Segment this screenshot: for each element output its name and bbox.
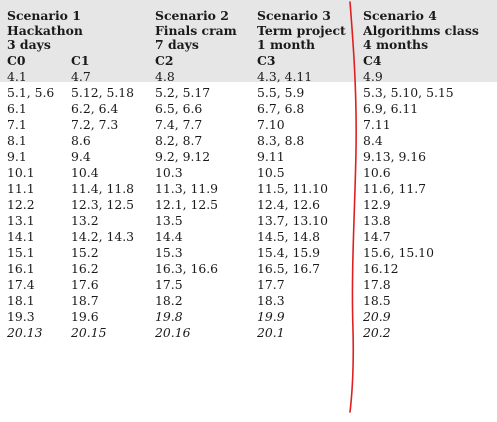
scenario-3-duration: 1 month	[257, 38, 316, 52]
table-cell-c2: 18.2	[155, 293, 183, 308]
table-row	[7, 181, 493, 197]
table-cell-c4: 4.9	[363, 69, 383, 84]
column-label-c4: C4	[363, 52, 382, 68]
table-cell-c2: 20.16	[155, 325, 191, 340]
table-cell-c2: 11.3, 11.9	[155, 181, 219, 196]
table-cell-c3: 20.1	[257, 325, 285, 340]
table-cell-c2: 5.2, 5.17	[155, 85, 211, 100]
table-row	[7, 85, 493, 101]
table-cell-c2: 15.3	[155, 245, 183, 260]
table-cell-c4: 13.8	[363, 213, 391, 228]
table-cell-c2: 14.4	[155, 229, 183, 244]
table-cell-c0: 9.1	[7, 149, 27, 164]
table-cell-c3: 8.3, 8.8	[257, 133, 305, 148]
table-cell-c0: 4.1	[7, 69, 27, 84]
table-cell-c3: 4.3, 4.11	[257, 69, 313, 84]
table-cell-c3: 12.4, 12.6	[257, 197, 321, 212]
table-row	[7, 197, 493, 213]
table-row	[7, 101, 493, 117]
table-cell-c0: 13.1	[7, 213, 35, 228]
table-cell-c2: 10.3	[155, 165, 183, 180]
table-cell-c4: 7.11	[363, 117, 391, 132]
table-cell-c4: 6.9, 6.11	[363, 101, 419, 116]
table-row	[7, 245, 493, 261]
column-label-c3: C3	[257, 52, 276, 68]
table-cell-c3: 9.11	[257, 149, 285, 164]
table-cell-c2: 8.2, 8.7	[155, 133, 203, 148]
table-cell-c2: 19.8	[155, 309, 183, 324]
table-cell-c4: 20.9	[363, 309, 391, 324]
header-row-title	[7, 9, 493, 24]
table-cell-c1: 16.2	[71, 261, 99, 276]
table-cell-c0: 11.1	[7, 181, 35, 196]
table-row	[7, 213, 493, 229]
table-cell-c4: 5.3, 5.10, 5.15	[363, 85, 454, 100]
table-cell-c1: 7.2, 7.3	[71, 117, 119, 132]
column-label-c2: C2	[155, 52, 174, 68]
table-cell-c4: 10.6	[363, 165, 391, 180]
table-cell-c0: 16.1	[7, 261, 35, 276]
table-cell-c0: 10.1	[7, 165, 35, 180]
table-row	[7, 325, 493, 341]
table-cell-c1: 12.3, 12.5	[71, 197, 135, 212]
table-cell-c1: 15.2	[71, 245, 99, 260]
table-cell-c3: 18.3	[257, 293, 285, 308]
table-cell-c3: 17.7	[257, 277, 285, 292]
table-cell-c1: 19.6	[71, 309, 99, 324]
table-row	[7, 293, 493, 309]
table-cell-c2: 17.5	[155, 277, 183, 292]
scenario-3-title: Scenario 3	[257, 9, 331, 23]
table-cell-c4: 12.9	[363, 197, 391, 212]
table-cell-c2: 12.1, 12.5	[155, 197, 219, 212]
table-cell-c1: 9.4	[71, 149, 91, 164]
scenario-3-name: Term project	[257, 23, 346, 38]
scenario-2-name: Finals cram	[155, 23, 237, 38]
table-cell-c1: 13.2	[71, 213, 99, 228]
header-row-duration	[7, 38, 493, 53]
scenario-4-name: Algorithms class	[363, 23, 479, 38]
table-cell-c0: 20.13	[7, 325, 43, 340]
table-cell-c3: 6.7, 6.8	[257, 101, 305, 116]
table-cell-c1: 4.7	[71, 69, 91, 84]
scenario-1-title: Scenario 1	[7, 9, 81, 23]
table-cell-c0: 5.1, 5.6	[7, 85, 55, 100]
table-cell-c4: 11.6, 11.7	[363, 181, 427, 196]
table-cell-c3: 14.5, 14.8	[257, 229, 321, 244]
scenario-1-name: Hackathon	[7, 23, 83, 38]
table-cell-c3: 5.5, 5.9	[257, 85, 305, 100]
table-cell-c3: 15.4, 15.9	[257, 245, 321, 260]
header-row-name	[7, 24, 493, 39]
table-cell-c4: 18.5	[363, 293, 391, 308]
table-cell-c4: 16.12	[363, 261, 399, 276]
table-cell-c4: 14.7	[363, 229, 391, 244]
table-cell-c2: 6.5, 6.6	[155, 101, 203, 116]
scenario-4-title: Scenario 4	[363, 9, 437, 23]
table-cell-c1: 8.6	[71, 133, 91, 148]
table-row	[7, 277, 493, 293]
table-cell-c1: 14.2, 14.3	[71, 229, 135, 244]
scenario-1-duration: 3 days	[7, 38, 51, 52]
table-cell-c3: 10.5	[257, 165, 285, 180]
table-cell-c3: 16.5, 16.7	[257, 261, 321, 276]
scenario-2-duration: 7 days	[155, 38, 199, 52]
column-label-row	[7, 53, 493, 70]
column-label-c1: C1	[71, 52, 90, 68]
table-cell-c1: 10.4	[71, 165, 99, 180]
table-cell-c1: 18.7	[71, 293, 99, 308]
table-cell-c1: 6.2, 6.4	[71, 101, 119, 116]
table-cell-c1: 5.12, 5.18	[71, 85, 135, 100]
table-cell-c1: 11.4, 11.8	[71, 181, 135, 196]
table-row	[7, 261, 493, 277]
table-cell-c3: 11.5, 11.10	[257, 181, 328, 196]
scenario-4-duration: 4 months	[363, 38, 429, 52]
table-cell-c1: 20.15	[71, 325, 107, 340]
table-cell-c3: 19.9	[257, 309, 285, 324]
table-cell-c2: 7.4, 7.7	[155, 117, 203, 132]
table-cell-c4: 17.8	[363, 277, 391, 292]
table-cell-c3: 13.7, 13.10	[257, 213, 328, 228]
table-cell-c0: 6.1	[7, 101, 27, 116]
table-cell-c0: 15.1	[7, 245, 35, 260]
scenario-2-title: Scenario 2	[155, 9, 229, 23]
table-row	[7, 165, 493, 181]
table-cell-c2: 4.8	[155, 69, 175, 84]
column-label-c0: C0	[7, 52, 26, 68]
table-cell-c2: 13.5	[155, 213, 183, 228]
table-cell-c2: 16.3, 16.6	[155, 261, 219, 276]
table-cell-c2: 9.2, 9.12	[155, 149, 211, 164]
table-cell-c0: 17.4	[7, 277, 35, 292]
table-cell-c0: 12.2	[7, 197, 35, 212]
table-cell-c4: 20.2	[363, 325, 391, 340]
table-row	[7, 69, 493, 85]
table-cell-c1: 17.6	[71, 277, 99, 292]
table-row	[7, 309, 493, 325]
table-cell-c0: 14.1	[7, 229, 35, 244]
table-row	[7, 133, 493, 149]
scenario-table	[7, 9, 493, 341]
table-cell-c0: 8.1	[7, 133, 27, 148]
table-row	[7, 149, 493, 165]
table-row	[7, 117, 493, 133]
table-row	[7, 229, 493, 245]
table-cell-c0: 7.1	[7, 117, 27, 132]
table-cell-c4: 8.4	[363, 133, 383, 148]
table-cell-c3: 7.10	[257, 117, 285, 132]
table-cell-c0: 19.3	[7, 309, 35, 324]
table-cell-c4: 15.6, 15.10	[363, 245, 434, 260]
table-cell-c0: 18.1	[7, 293, 35, 308]
table-cell-c4: 9.13, 9.16	[363, 149, 427, 164]
